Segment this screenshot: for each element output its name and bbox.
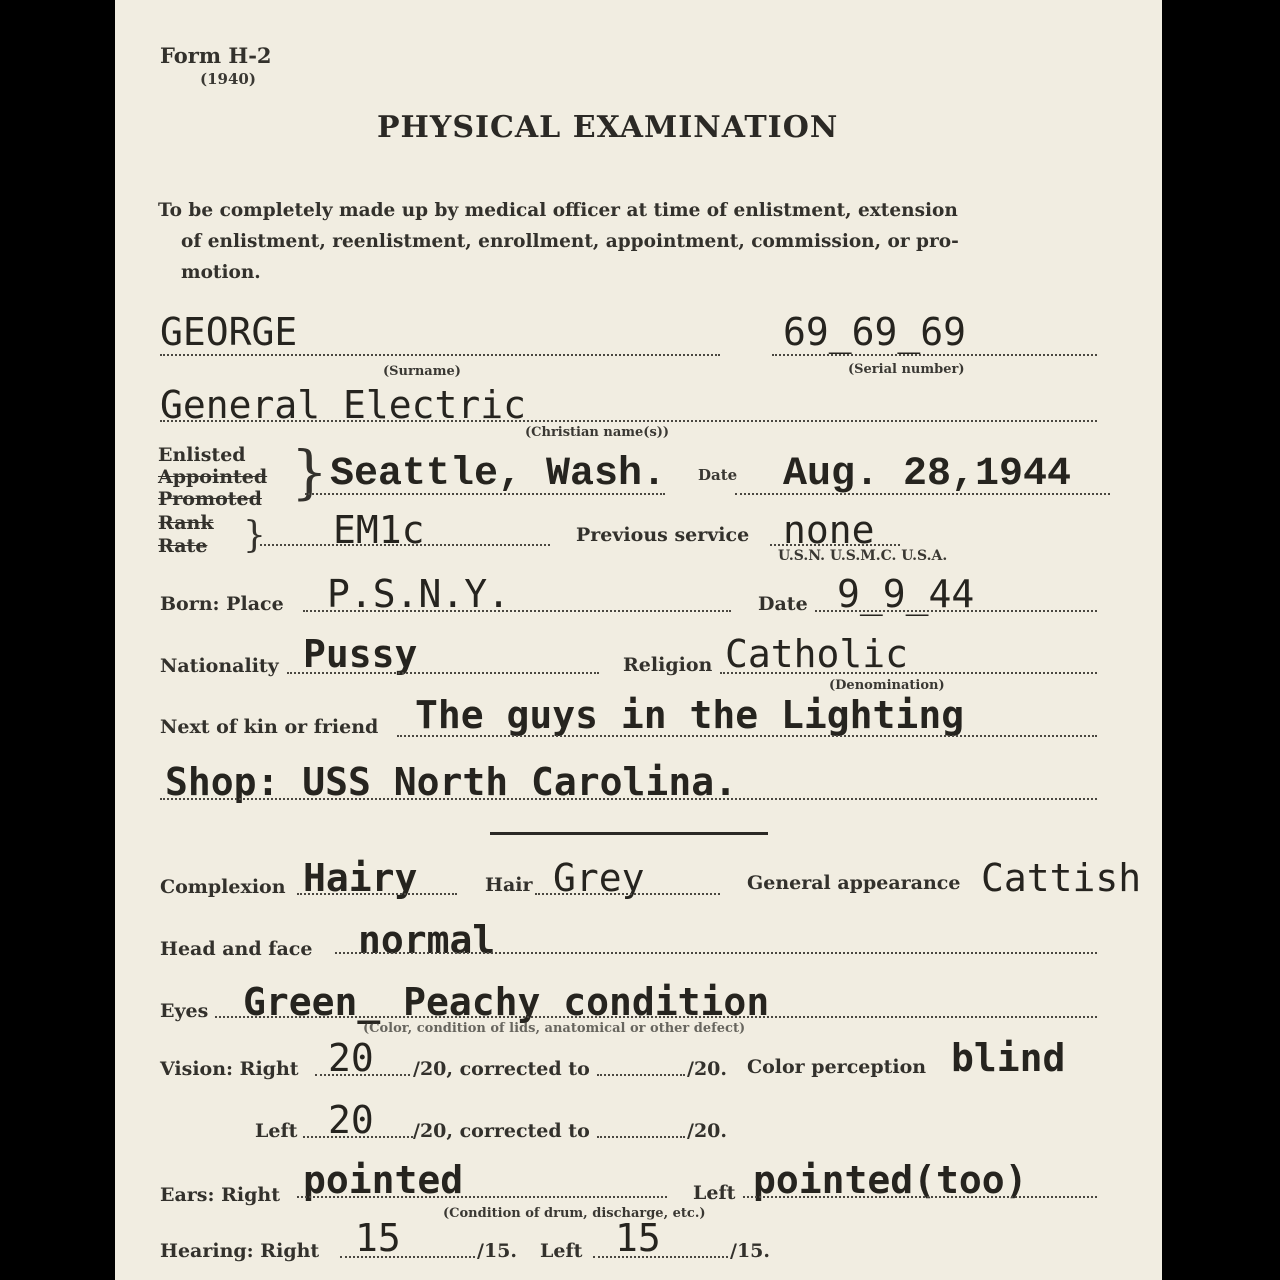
enlisted-place-value: Seattle, Wash. [330,452,667,497]
nationality-label: Nationality [160,655,279,677]
next-of-kin-value-line-2: Shop: USS North Carolina. [165,760,737,804]
complexion-label: Complexion [160,876,286,898]
hair-value: Grey [553,856,645,900]
serial-number-value: 69_69_69 [783,310,967,354]
religion-value: Catholic [725,632,909,676]
complexion-value: Hairy [303,856,418,900]
eyes-label: Eyes [160,1000,209,1022]
christian-names-value: General Electric [160,383,527,427]
promoted-label: Promoted [158,488,262,510]
instructions-line-2: of enlistment, reenlistment, enrollment, appointment, commission, or pro- [181,231,959,252]
vision-left-over-20: /20. [687,1120,727,1142]
rank-value: EM1c [333,508,425,552]
hearing-left-over-15: /15. [730,1240,770,1262]
form-id: Form H-2 [160,43,272,68]
hearing-left-value: 15 [615,1216,661,1260]
brace-icon: } [291,438,328,506]
hearing-right-over-15: /15. [477,1240,517,1262]
ears-note-label: (Condition of drum, discharge, etc.) [443,1206,706,1221]
appointed-label: Appointed [158,466,268,488]
vision-right-value: 20 [328,1036,374,1080]
born-date-label: Date [758,593,808,615]
vision-right-corrected-label: /20, corrected to [413,1058,590,1080]
color-perception-value: blind [951,1036,1066,1080]
hair-label: Hair [485,874,533,896]
color-perception-label: Color perception [747,1056,927,1078]
hearing-right-label: Hearing: Right [160,1240,320,1262]
ears-left-label: Left [693,1182,736,1204]
hearing-right-value: 15 [355,1216,401,1260]
surname-label: (Surname) [383,364,461,379]
born-place-value: P.S.N.Y. [327,572,511,616]
christian-names-label: (Christian name(s)) [525,425,670,440]
previous-service-value: none [783,508,875,552]
head-and-face-label: Head and face [160,938,313,960]
born-place-label: Born: Place [160,593,284,615]
brace-icon: } [243,515,266,556]
surname-value: GEORGE [160,310,298,354]
serial-number-label: (Serial number) [848,362,965,377]
rate-label: Rate [158,535,208,557]
ears-right-value: pointed [303,1158,464,1202]
vision-right-label: Vision: Right [160,1058,299,1080]
religion-label: Religion [623,654,713,676]
vision-right-over-20: /20. [687,1058,727,1080]
general-appearance-value: Cattish [981,856,1142,900]
service-branches-label: U.S.N. U.S.M.C. U.S.A. [778,548,948,564]
vision-left-value: 20 [328,1098,374,1142]
instructions-line-1: To be completely made up by medical officer at time of enlistment, extension [158,200,958,221]
born-date-value: 9_9_44 [837,572,975,616]
rank-label: Rank [158,512,214,534]
instructions-line-3: motion. [181,262,261,283]
next-of-kin-value-line-1: The guys in the Lighting [415,693,965,737]
general-appearance-label: General appearance [747,872,961,894]
denomination-label: (Denomination) [829,678,945,693]
eyes-value: Green_ Peachy condition [243,980,770,1024]
enlisted-label: Enlisted [158,444,246,466]
vision-left-corrected-label: /20, corrected to [413,1120,590,1142]
ears-right-label: Ears: Right [160,1184,281,1206]
exam-form-page [115,0,1162,1280]
head-and-face-value: normal [358,918,496,962]
form-title: PHYSICAL EXAMINATION [377,110,839,145]
form-year: (1940) [200,70,256,88]
date-value: Aug. 28,1944 [783,452,1072,497]
eyes-note-label: (Color, condition of lids, anatomical or other defect) [363,1021,746,1036]
nationality-value: Pussy [303,632,418,676]
vision-left-label: Left [255,1120,298,1142]
previous-service-label: Previous service [576,524,750,546]
section-divider [490,832,768,835]
date-label: Date [698,466,738,484]
hearing-left-label: Left [540,1240,583,1262]
next-of-kin-label: Next of kin or friend [160,716,379,738]
ears-left-value: pointed(too) [753,1158,1028,1202]
